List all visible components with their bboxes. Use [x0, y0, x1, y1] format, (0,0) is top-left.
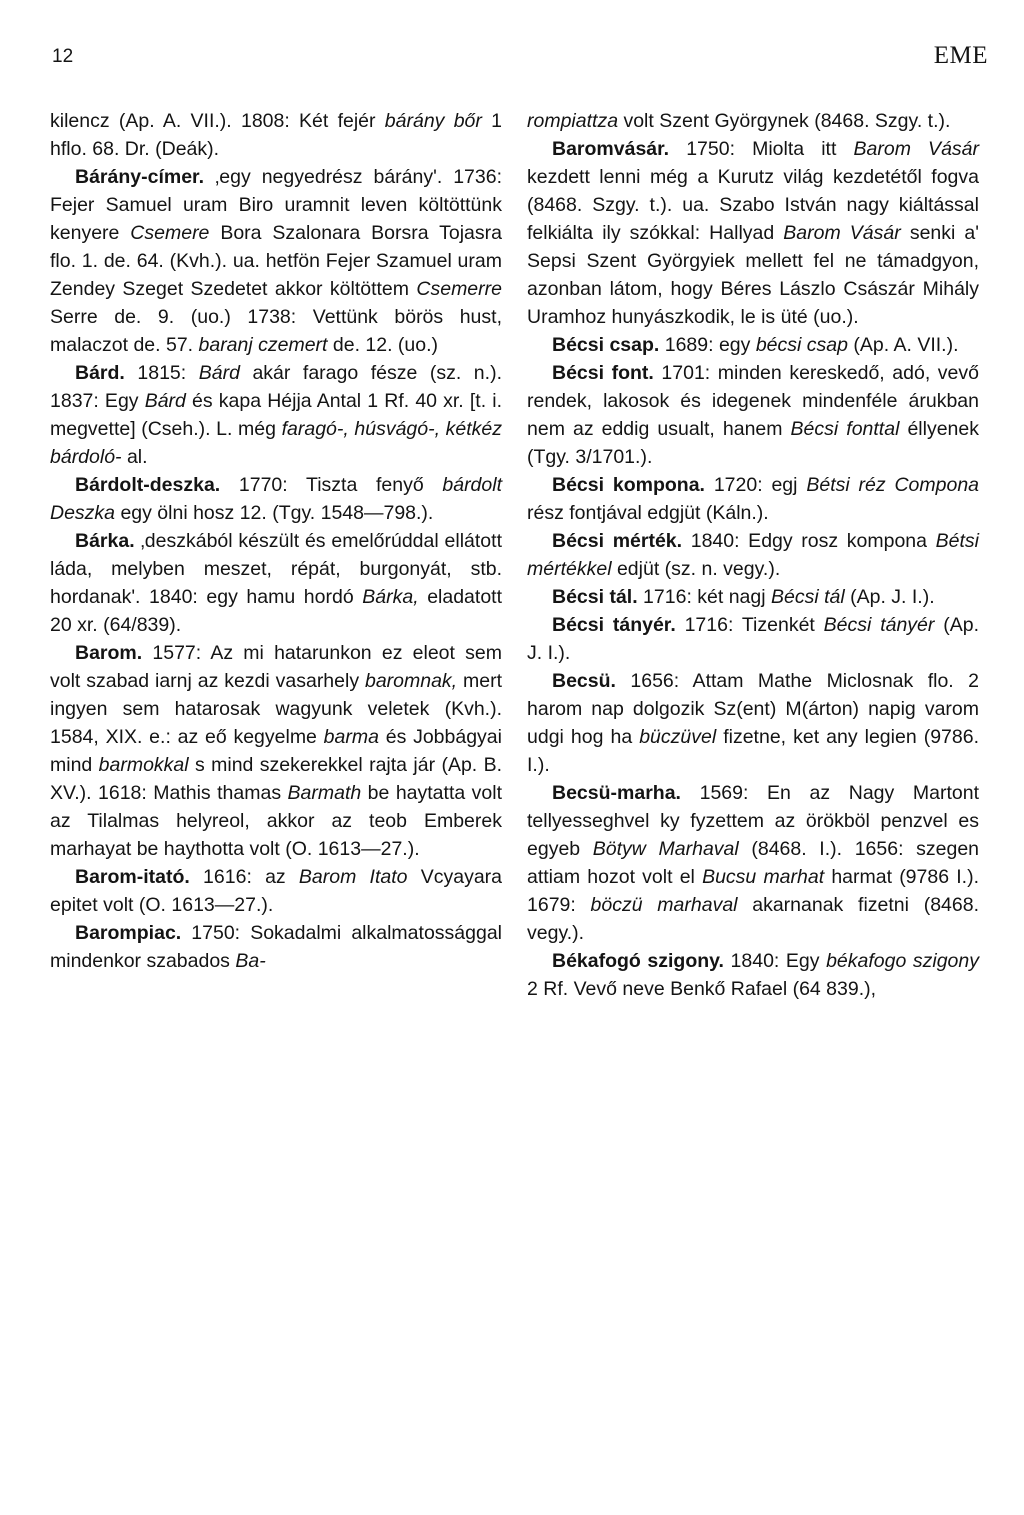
entry-quote: Barom Itato	[298, 866, 408, 888]
entry-headword: Bárka.	[75, 530, 135, 552]
dictionary-entry	[50, 471, 502, 527]
entry-text: harmat (9786 I.). 1679:	[527, 866, 979, 916]
dictionary-entry	[50, 863, 502, 919]
entry-text: 2 Rf. Vevő neve Benkő Rafael (64 839.),	[527, 978, 877, 1000]
dictionary-entry	[527, 947, 979, 1003]
entry-quote: Bárd	[198, 362, 240, 384]
entry-quote: büczüvel	[639, 726, 717, 748]
entry-text: 1720: egj	[704, 474, 807, 496]
left-column	[50, 107, 502, 975]
entry-quote: Bécsi tál	[771, 586, 845, 608]
entry-text: (Ap. J. I.).	[844, 586, 935, 608]
dictionary-entry	[50, 639, 502, 863]
dictionary-entry	[50, 919, 502, 975]
dictionary-entry	[527, 107, 979, 135]
entry-quote: békafogo szigony	[826, 950, 979, 972]
entry-quote: barmokkal	[98, 754, 189, 776]
entry-quote: Barom Vásár	[783, 222, 901, 244]
right-column	[527, 107, 979, 1003]
entry-text: ‚deszkából készült és emelőrúddal ellátott láda, melyben meszet, répát, burgonyát, stb. hordanak'. 1840: egy hamu hordó	[50, 530, 502, 608]
entry-headword: Bécsi kompona.	[552, 474, 705, 496]
entry-text: akarnanak fizetni (8468. vegy.).	[527, 894, 979, 944]
dictionary-entry	[527, 359, 979, 471]
entry-headword: Barom-itató.	[75, 866, 190, 888]
entry-quote: Ba-	[235, 950, 266, 972]
entry-headword: Bárd.	[75, 362, 125, 384]
running-head: EME	[933, 42, 988, 69]
page-number: 12	[52, 46, 74, 67]
entry-headword: Békafogó szigony.	[552, 950, 724, 972]
dictionary-entry	[50, 107, 502, 163]
entry-quote: Bárka,	[362, 586, 419, 608]
entry-text: 1716: Tizenkét	[675, 614, 824, 636]
entry-quote: faragó-, húsvágó-, kétkéz bárdoló-	[50, 418, 502, 468]
entry-text: volt Szent Györgynek (8468. Szgy. t.).	[618, 110, 951, 132]
entry-quote: Barom Vásár	[853, 138, 980, 160]
dictionary-entry	[50, 163, 502, 359]
entry-text: 1770: Tiszta fenyő	[220, 474, 443, 496]
entry-headword: Bécsi tál.	[552, 586, 638, 608]
entry-text: Bora Szalonara Borsra Tojasra flo. 1. de. 64. (Kvh.). ua. hetfön Fejer Szamuel uram Zendey Szeget Szedetet akkor költöttem	[50, 222, 502, 300]
entry-quote: baranj czemert	[198, 334, 328, 356]
entry-quote: rompiattza	[527, 110, 619, 132]
entry-text: 1701: minden kereskedő, adó, vevő rendek, lakosok és idegenek mindenféle árukban nem az eddig usualt, hanem	[527, 362, 979, 440]
entry-headword: Barom.	[75, 642, 143, 664]
dictionary-entry	[527, 471, 979, 527]
entry-text: 1689: egy	[659, 334, 756, 356]
entry-text: mert ingyen sem hatarosak wagyunk veletek (Kvh.). 1584, XIX. e.: az eő kegyelme	[50, 670, 502, 748]
entry-headword: Baromvásár.	[552, 138, 670, 160]
entry-text: be haytatta volt az Tilalmas helyreol, akkor az teob Emberek marhayat be haythotta volt (O. 1613—27.).	[50, 782, 502, 860]
entry-text: senki a' Sepsi Szent Györgyiek mellett fel ne támadgyon, azonban látom, hogy Béres Lászlo Császár Mihály Uramhoz hunyászkodik, le is üté (uo.).	[527, 222, 979, 328]
entry-quote: baromnak,	[364, 670, 458, 692]
entry-text: eladatott 20 xr. (64/839).	[50, 586, 502, 636]
entry-text: al.	[121, 446, 148, 468]
entry-text: és Jobbágyai mind	[50, 726, 502, 776]
entry-quote: Barmath	[287, 782, 362, 804]
entry-quote: Bécsi fonttal	[790, 418, 900, 440]
dictionary-entry	[50, 527, 502, 639]
entry-text: rész fontjával edgjüt (Káln.).	[527, 502, 769, 524]
entry-headword: Becsü-marha.	[552, 782, 681, 804]
entry-text: akár farago fésze (sz. n.). 1837: Egy	[50, 362, 502, 412]
entry-text: 1840: Edgy rosz kompona	[682, 530, 936, 552]
entry-text: (Ap. J. I.).	[527, 614, 979, 664]
entry-text: 1840: Egy	[723, 950, 827, 972]
entry-headword: Bécsi tányér.	[552, 614, 676, 636]
page-header	[52, 42, 988, 76]
entry-text: 1750: Sokadalmi alkalmatossággal mindenkor szabados	[50, 922, 502, 972]
entry-text: 1750: Miolta itt	[669, 138, 854, 160]
entry-headword: Bárány-címer.	[75, 166, 204, 188]
entry-text: és kapa Héjja Antal 1 Rf. 40 xr. [t. i. megvette] (Cseh.). L. még	[50, 390, 503, 440]
entry-text: Serre de. 9. (uo.) 1738: Vettünk börös hust, malaczot de. 57.	[50, 306, 502, 356]
dictionary-entry	[527, 331, 979, 359]
entry-text: (8468. I.). 1656: szegen attiam hozot volt el	[527, 838, 980, 888]
entry-text: fizetne, ket any legien (9786. I.).	[527, 726, 979, 776]
entry-text: Vcyayara epitet volt (O. 1613—27.).	[50, 866, 503, 916]
entry-text: 1716: két nagj	[637, 586, 771, 608]
entry-quote: Bécsi tányér	[823, 614, 935, 636]
entry-text: 1616: az	[189, 866, 299, 888]
entry-quote: Bötyw Marhaval	[592, 838, 739, 860]
dictionary-entry	[527, 611, 979, 667]
entry-headword: Bécsi csap.	[552, 334, 660, 356]
entry-quote: barma	[323, 726, 379, 748]
entry-text: 1577: Az mi hatarunkon ez eleot sem volt szabad iarnj az kezdi vasarhely	[50, 642, 502, 692]
entry-text: ‚egy negyedrész bárány'. 1736: Fejer Samuel uram Biro uramnit leven költöttünk kenyere	[50, 166, 502, 244]
entry-quote: bécsi csap	[755, 334, 848, 356]
dictionary-entry	[527, 527, 979, 583]
entry-headword: Bécsi font.	[552, 362, 654, 384]
entry-quote: Csemerre	[416, 278, 502, 300]
entry-quote: böczü marhaval	[590, 894, 738, 916]
entry-headword: Barompiac.	[75, 922, 182, 944]
entry-headword: Becsü.	[552, 670, 616, 692]
entry-quote: bárdolt Deszka	[50, 474, 502, 524]
entry-headword: Bárdolt-deszka.	[75, 474, 221, 496]
entry-text: kezdett lenni még a Kurutz világ kezdetétől fogva (8468. Szgy. t.). ua. Szabo István nagy kiáltással felkiálta ily szókkal: Hallyad	[527, 166, 979, 244]
entry-quote: Bucsu marhat	[702, 866, 825, 888]
dictionary-entry	[527, 667, 979, 779]
dictionary-entry	[527, 583, 979, 611]
entry-quote: Csemere	[130, 222, 210, 244]
entry-text: kilencz (Ap. A. VII.). 1808: Két fejér	[50, 110, 385, 132]
dictionary-entry	[527, 779, 979, 947]
entry-text: de. 12. (uo.)	[327, 334, 439, 356]
dictionary-entry	[527, 135, 979, 331]
entry-text: 1656: Attam Mathe Miclosnak flo. 2 harom nap dolgozik Sz(ent) M(árton) napig varom udgi hog ha	[527, 670, 979, 748]
entry-text: egy ölni hosz 12. (Tgy. 1548—798.).	[115, 502, 434, 524]
entry-text: 1569: En az Nagy Martont tellyesseghvel ky fyzettem az örökböl penzvel es egyeb	[527, 782, 979, 860]
entry-text: éllyenek (Tgy. 3/1701.).	[527, 418, 979, 468]
entry-headword: Bécsi mérték.	[552, 530, 683, 552]
entry-text: edjüt (sz. n. vegy.).	[611, 558, 781, 580]
entry-quote: bárány bőr	[384, 110, 482, 132]
entry-text: 1 hflo. 68. Dr. (Deák).	[50, 110, 503, 160]
entry-text: s mind szekerekkel rajta jár (Ap. B. XV.). 1618: Mathis thamas	[50, 754, 503, 804]
entry-text: 1815:	[124, 362, 199, 384]
entry-quote: Bárd	[144, 390, 186, 412]
dictionary-entry	[50, 359, 502, 471]
entry-quote: Bétsi réz Compona	[806, 474, 980, 496]
entry-quote: Bétsi mértékkel	[527, 530, 980, 580]
entry-text: (Ap. A. VII.).	[847, 334, 959, 356]
